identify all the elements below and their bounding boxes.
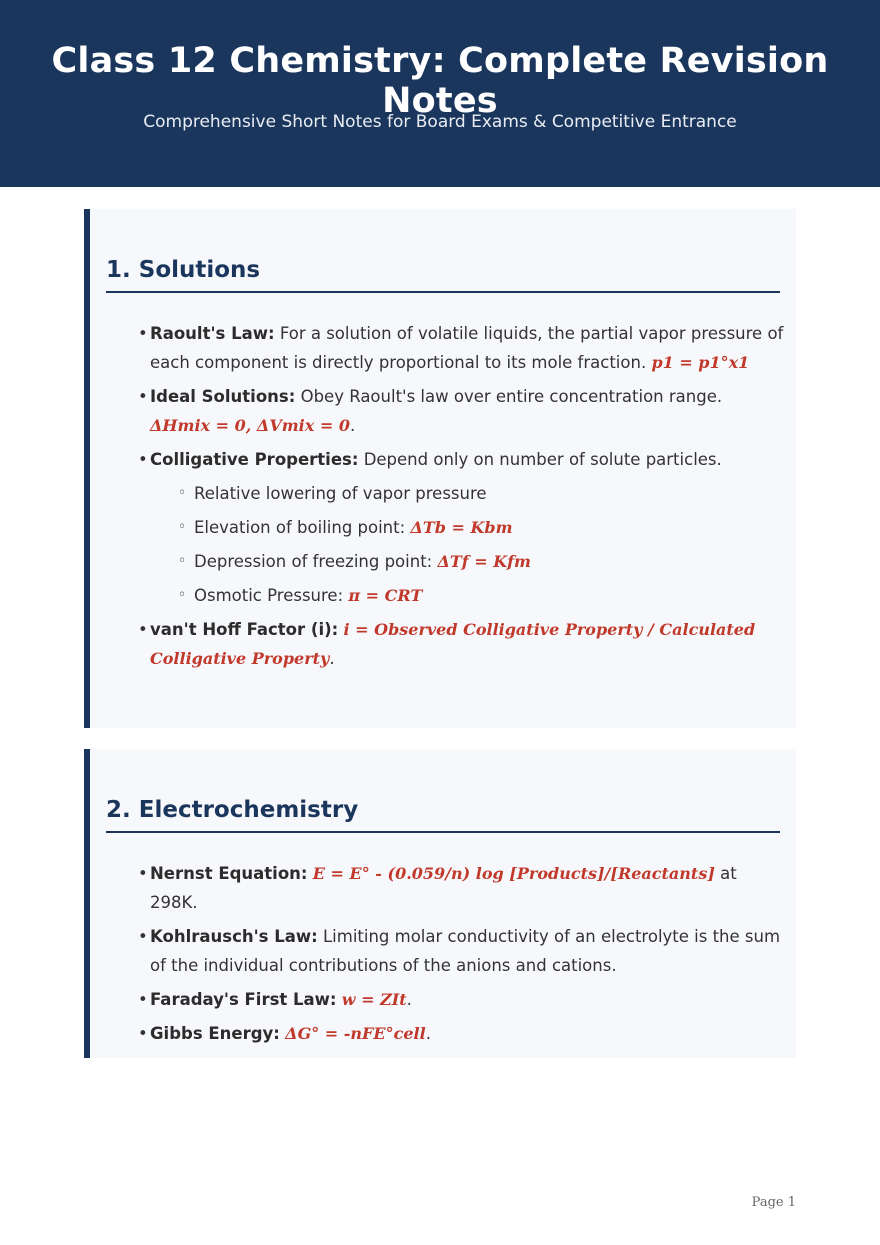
note-text: Obey Raoult's law over entire concentration range.	[300, 387, 723, 406]
note-text: Depend only on number of solute particles.	[363, 450, 722, 469]
sub-item-freezing-point	[184, 547, 784, 576]
note-label: Ideal Solutions:	[150, 387, 296, 406]
page-number: Page 1	[751, 1195, 796, 1210]
section-solutions	[84, 209, 796, 728]
note-raoults-law	[140, 319, 784, 377]
sub-item-vapor-pressure	[184, 479, 784, 508]
note-label: Gibbs Energy:	[150, 1024, 280, 1043]
note-text: Limiting molar conductivity of an electrolyte is the sum of the individual contributions of the anions and cations.	[150, 927, 781, 975]
formula: ΔTb = Kbm	[410, 518, 513, 537]
note-label: Colligative Properties:	[150, 450, 359, 469]
note-label: Nernst Equation:	[150, 864, 308, 883]
sub-item-text: Osmotic Pressure:	[194, 586, 344, 605]
sub-item-osmotic-pressure	[184, 581, 784, 610]
note-label: Faraday's First Law:	[150, 990, 337, 1009]
note-label: Kohlrausch's Law:	[150, 927, 318, 946]
sub-item-text: Elevation of boiling point:	[194, 518, 406, 537]
sub-list	[150, 479, 784, 610]
formula: ΔTf = Kfm	[437, 552, 531, 571]
note-faradays-first-law: • Faraday's First Law: w = ZIt.	[140, 985, 784, 1014]
formula: E = E° - (0.059/n) log [Products]/[Reactants]	[312, 864, 715, 883]
note-text: For a solution of volatile liquids, the partial vapor pressure of each component is directly proportional to its mole fraction.	[150, 324, 784, 372]
note-label: Raoult's Law:	[150, 324, 275, 343]
page-subtitle: Comprehensive Short Notes for Board Exams & Competitive Entrance	[143, 112, 737, 132]
formula: w = ZIt	[341, 990, 407, 1009]
sub-item-boiling-point	[184, 513, 784, 542]
note-suffix: at 298K.	[150, 864, 737, 912]
note-label: van't Hoff Factor (i):	[150, 620, 339, 639]
sub-item-text: Depression of freezing point:	[194, 552, 433, 571]
note-colligative-properties	[140, 445, 784, 610]
formula: p1 = p1°x1	[651, 353, 750, 372]
formula: i = Observed Colligative Property / Calculated Colligative Property	[150, 620, 756, 668]
formula: π = CRT	[348, 586, 423, 605]
note-nernst-equation	[140, 859, 784, 917]
section-title: 1. Solutions	[106, 257, 780, 293]
note-ideal-solutions: • Ideal Solutions: Obey Raoult's law over entire concentration range. ΔHmix = 0, ΔVmix = 0.	[140, 382, 784, 440]
formula: ΔHmix = 0, ΔVmix = 0	[150, 416, 350, 435]
page-header	[0, 0, 880, 187]
sub-item-text: Relative lowering of vapor pressure	[194, 484, 487, 503]
notes-list	[140, 319, 784, 678]
formula: ΔG° = -nFE°cell	[285, 1024, 426, 1043]
section-electrochemistry	[84, 749, 796, 1058]
section-title: 2. Electrochemistry	[106, 797, 780, 833]
notes-list	[140, 859, 784, 1053]
page-title: Class 12 Chemistry: Complete Revision Notes	[51, 41, 829, 121]
note-vant-hoff-factor: • van't Hoff Factor (i): i = Observed Colligative Property / Calculated Colligative Property.	[140, 615, 784, 673]
note-kohlrausch-law	[140, 922, 784, 980]
note-gibbs-energy: • Gibbs Energy: ΔG° = -nFE°cell.	[140, 1019, 784, 1048]
